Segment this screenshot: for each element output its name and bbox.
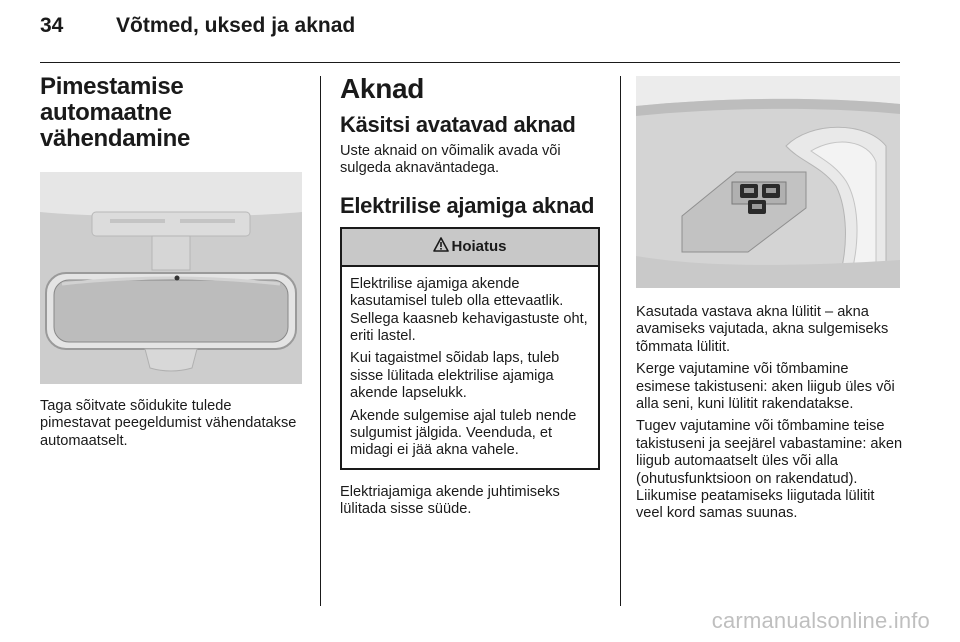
warning-paragraph: Elektrilise ajamiga akende kasutamisel tuleb olla ettevaatlik. Sellega kaasneb kehavigastuste oht, eriti lastel.	[350, 275, 588, 345]
rearview-mirror-svg	[40, 172, 302, 384]
door-window-switch-illustration	[636, 76, 900, 288]
manual-windows-text: Uste aknaid on võimalik avada või sulgeda aknaväntadega.	[340, 143, 561, 177]
rearview-mirror-illustration	[40, 172, 302, 384]
column-2	[340, 74, 605, 519]
glare-reduction-text: Taga sõitvate sõidukite tulede pimestavat peegeldumist vähendatakse automaatselt.	[40, 398, 297, 449]
page-title: Võtmed, uksed ja aknad	[116, 14, 356, 37]
column-1	[40, 74, 305, 450]
subheading-power-windows: Elektrilise ajamiga aknad	[340, 192, 595, 218]
column-divider-2	[620, 76, 621, 606]
header-rule	[40, 62, 900, 63]
door-switch-svg	[636, 76, 900, 288]
warning-label: Hoiatus	[451, 238, 507, 256]
ignition-text: Elektriajamiga akende juhtimiseks lülitada sisse süüde.	[340, 483, 560, 518]
window-switch-paragraph: Tugev vajutamine või tõmbamine teise takistuseni ja seejärel vabastamine: aken liigub automaatselt üles või alla (ohutusfunktsioon on rakendatud). Liikumise peatamiseks liigutada lülitit veel kord samas suunas.	[636, 418, 903, 522]
window-switch-paragraph: Kasutada vastava akna lülitit – akna avamiseks vajutada, akna sulgemiseks tõmmata lülitit.	[636, 304, 889, 355]
page-number: 34	[40, 14, 64, 37]
chapter-heading-windows: Aknad	[340, 73, 425, 104]
section-heading-glare-reduction: Pimestamise automaatne vähendamine	[40, 73, 191, 152]
warning-paragraph: Akende sulgemise ajal tuleb nende sulgumist jälgida. Veenduda, et midagi ei jää akna vahele.	[350, 407, 577, 459]
column-3	[636, 74, 904, 523]
warning-body	[342, 267, 598, 468]
warning-paragraph: Kui tagaistmel sõidab laps, tuleb sisse lülitada elektrilise ajamiga akende lapselukk.	[350, 350, 560, 402]
window-switch-paragraph: Kerge vajutamine või tõmbamine esimese takistuseni: aken liigub üles või alla seni, kuni lülitit rakendatakse.	[636, 361, 895, 413]
column-divider-1	[320, 76, 321, 606]
warning-header	[342, 229, 598, 267]
subheading-manual-windows: Käsitsi avatavad aknad	[340, 112, 576, 137]
warning-box	[340, 227, 600, 470]
warning-triangle-icon	[433, 237, 449, 257]
page-header	[40, 14, 355, 44]
watermark: carmanualsonline.info	[711, 608, 930, 633]
